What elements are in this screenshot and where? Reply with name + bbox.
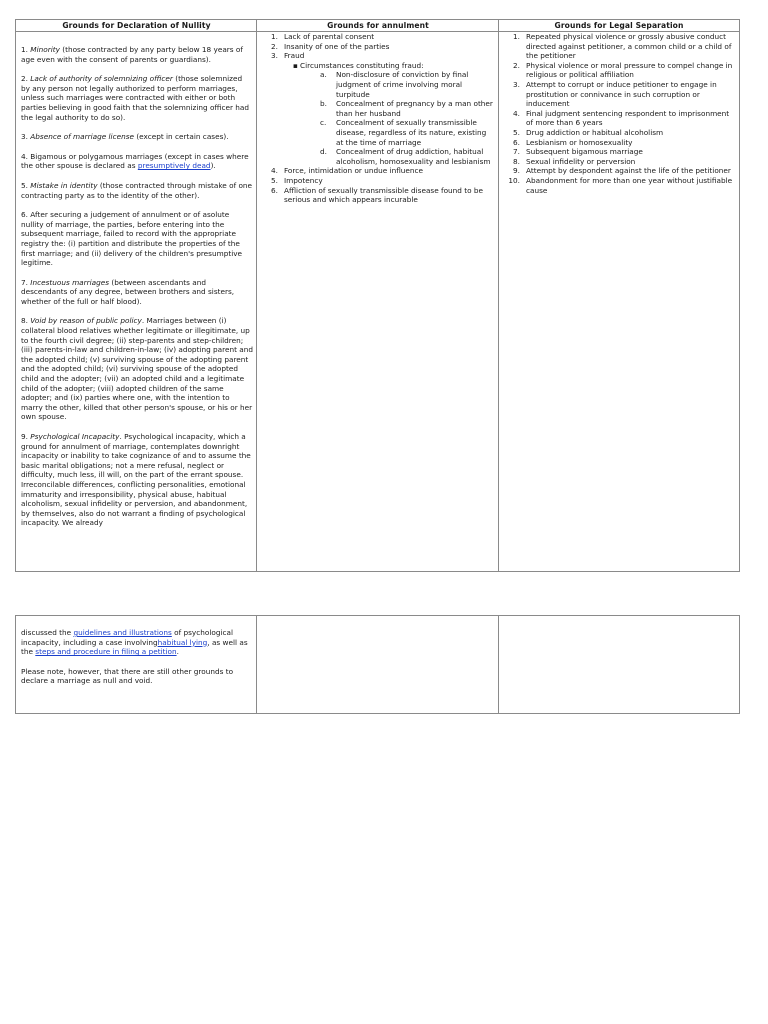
annulment-cell — [262, 32, 495, 205]
header-nullity: Grounds for Declaration of Nullity — [62, 21, 211, 30]
nullity-ground-2: 2. Lack of authority of solemnizing officer (those solemnized by any person not legally authorized to perform marriages, unless such marriages were contracted with either or both parties believing in good faith that the solemnizing officer had the legal authority to do so). — [21, 74, 250, 122]
list-item: 9. Attempt by despondent against the life of the petitioner — [513, 166, 731, 176]
nullity-ground-1: 1. Minority (those contracted by any party below 18 years of age even with the consent of parents or guardians). — [21, 45, 243, 64]
list-item: 4. Final judgment sentencing respondent to imprisonment of more than 6 years — [513, 108, 730, 128]
list-item: 5. Impotency — [271, 175, 323, 185]
list-item: 3. Attempt to corrupt or induce petitioner to engage in prostitution or connivance in such corruption or inducement — [513, 79, 717, 109]
list-item: 2. Insanity of one of the parties — [271, 41, 390, 51]
continuation-paragraph: discussed the guidelines and illustrations of psychological incapacity, including a case involvinghabitual lying, as well as the steps and procedure in filing a petition. — [21, 628, 248, 657]
nullity-ground-8: 8. Void by reason of public policy. Marriages between (i) collateral blood relatives whether legitimate or illegitimate, up to the fourth civil degree; (ii) step-parents and step-children; (iii) parents-in-law and children-in-law; (iv) adopting parent and the adopted child; (v) surviving spouse of the adopting parent and the adopted child; (vi) surviving spouse of the adopted child and the adopter; (vii) an adopted child and a legitimate child of the adopter; (viii) adopted children of the same adopter; and (ix) parties where one, with the intention to marry the other, killed that other person's spouse, or his or her own spouse. — [21, 316, 253, 422]
fraud-sublist: ▪ Circumstances constituting fraud: a. Non-disclosure of conviction by final judgment of crime involving moral turpitude b. Concealment of pregnancy by a man other than her husband c. Concealment of sexually transmissible disease, regardless of its nature, existing at the time of marriage d. Concealment of drug addiction, habitual alcoholism, homosexuality and lesbianism — [284, 61, 495, 167]
legal-separation-column-continued — [499, 616, 739, 713]
nullity-ground-5: 5. Mistake in identity (those contracted through mistake of one contracting party as to the identity of the other). — [21, 180, 253, 200]
bullet-icon: ▪ — [293, 60, 298, 70]
list-item: 7. Subsequent bigamous marriage — [513, 147, 643, 157]
nullity-column-continued — [16, 616, 257, 713]
grounds-table — [15, 19, 740, 572]
guidelines-link[interactable]: guidelines and illustrations — [73, 628, 172, 637]
annulment-column — [257, 20, 499, 571]
list-item: 6. Affliction of sexually transmissible disease found to be serious and which appears incurable — [271, 185, 484, 205]
list-item: 2. Physical violence or moral pressure to compel change in religious or political affiliation — [513, 60, 733, 80]
list-item: 5. Drug addiction or habitual alcoholism — [513, 127, 664, 137]
fraud-item-d: d. Concealment of drug addiction, habitual alcoholism, homosexuality and lesbianism — [320, 147, 491, 166]
grounds-table-continued — [15, 615, 740, 714]
legal-separation-cell — [504, 32, 736, 195]
legal-separation-list — [504, 32, 736, 195]
continuation-cell — [21, 628, 253, 696]
header-annulment: Grounds for annulment — [327, 21, 429, 30]
fraud-item-b: b. Concealment of pregnancy by a man other than her husband — [320, 99, 493, 118]
legal-separation-column — [499, 20, 739, 571]
habitual-lying-link[interactable]: habitual lying — [157, 637, 208, 647]
nullity-ground-3: 3. Absence of marriage license (except in certain cases). — [21, 132, 229, 142]
nullity-ground-9: 9. Psychological Incapacity. Psychological incapacity, which a ground for annulment of marriage, contemplates downright incapacity or inability to take cognizance of and to assume the basic marital obligations; not a mere refusal, neglect or difficulty, much less, ill will, on the part of the errant spouse. Irreconcilable differences, conflicting personalities, emotional immaturity and irresponsibility, physical abuse, habitual alcoholism, sexual infidelity or perversion, and abandonment, by themselves, also do not warrant a finding of psychological incapacity. We already — [21, 432, 251, 528]
list-item: 8. Sexual infidelity or perversion — [513, 156, 636, 166]
list-item: 1. Repeated physical violence or grossly abusive conduct directed against petitioner, a common child or a child of the petitioner — [513, 32, 732, 61]
nullity-ground-7: 7. Incestuous marriages (between ascendants and descendants of any degree, between brothers and sisters, whether of the full or half blood). — [21, 277, 235, 306]
nullity-column — [16, 20, 257, 571]
fraud-item-a: a. Non-disclosure of conviction by final judgment of crime involving moral turpitude — [320, 70, 469, 99]
annulment-column-continued — [257, 616, 499, 713]
list-item: 6. Lesbianism or homosexuality — [513, 137, 633, 147]
fraud-item-c: c. Concealment of sexually transmissible disease, regardless of its nature, existing at the time of marriage — [320, 118, 487, 147]
list-item: 1. Lack of parental consent — [271, 32, 375, 41]
note-paragraph: Please note, however, that there are still other grounds to declare a marriage as null and void. — [21, 666, 234, 686]
nullity-ground-6: 6. After securing a judgement of annulment or of asolute nullity of marriage, the parties, before entering into the subsequent marriage, failed to record with the appropriate registry the: (i) partition and distribute the properties of the first marriage; and (ii) delivery of the children's presumptive legitime. — [21, 210, 243, 268]
header-legal-separation: Grounds for Legal Separation — [554, 21, 684, 30]
nullity-cell — [21, 45, 253, 538]
list-item: 3. Fraud ▪ Circumstances constituting fraud: a. Non-disclosure of conviction by final judgment of crime involving moral turpitude b. Concealment of pregnancy by a man other than her husband c. Concealment of sexually transmissible disease, regardless of its nature, existing at the time of marriage d. Concealment of drug addiction, habitual alcoholism, homosexuality and lesbianism — [262, 51, 495, 166]
nullity-ground-4: 4. Bigamous or polygamous marriages (except in cases where the other spouse is declared as presumptively dead). — [21, 151, 249, 171]
presumptively-dead-link[interactable]: presumptively dead — [137, 161, 211, 171]
annulment-list — [262, 32, 495, 205]
list-item: 4. Force, intimidation or undue influence — [271, 166, 424, 176]
list-item: 10. Abandonment for more than one year without justifiable cause — [508, 175, 733, 195]
petition-steps-link[interactable]: steps and procedure in filing a petition — [35, 647, 177, 657]
